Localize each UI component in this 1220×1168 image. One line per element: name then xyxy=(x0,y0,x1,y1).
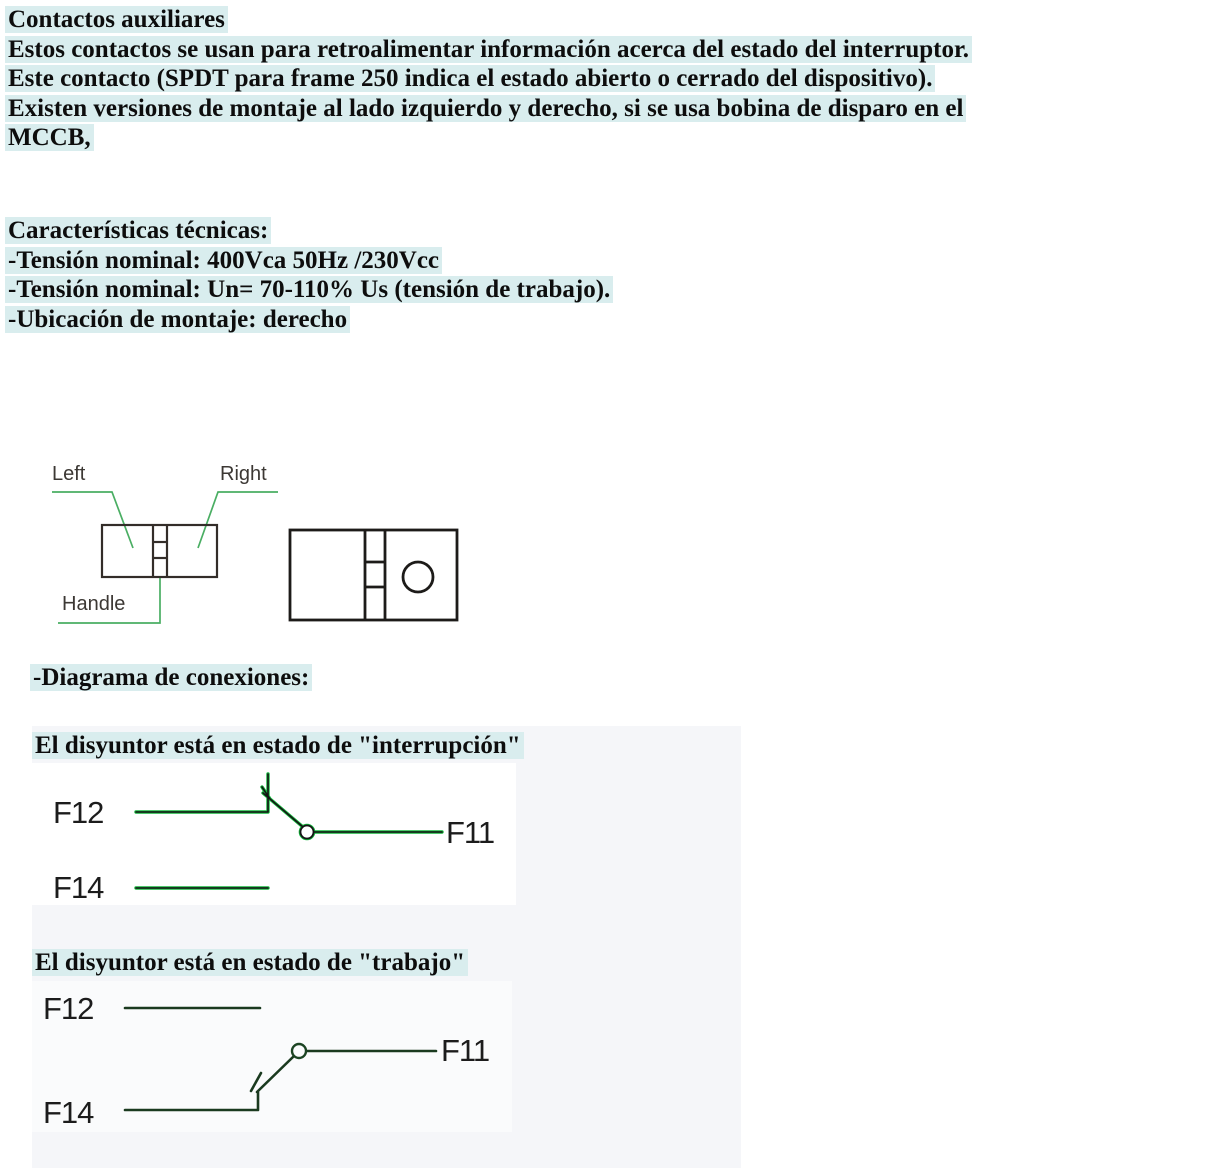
wires xyxy=(125,1008,436,1110)
intro-line-text: MCCB, xyxy=(5,124,94,151)
intro-line xyxy=(5,35,972,65)
tech-line xyxy=(5,216,613,246)
terminal-f14-label: F14 xyxy=(53,870,104,905)
breaker-front-view xyxy=(102,525,217,577)
tech-line xyxy=(5,246,613,276)
terminal-f12-label: F12 xyxy=(53,795,104,830)
handle-leader-line xyxy=(58,577,160,623)
state-open-title-text: El disyuntor está en estado de "interrupción" xyxy=(32,732,524,759)
terminal-f12-label: F12 xyxy=(43,991,94,1026)
intro-line-text: Estos contactos se usan para retroalimentar información acerca del estado del interruptor. xyxy=(5,36,972,63)
contact-circle-icon xyxy=(301,826,314,839)
wires-green-underlay xyxy=(136,774,442,888)
mount-handle-label: Handle xyxy=(62,593,126,615)
intro-paragraph xyxy=(5,5,972,153)
terminal-f11-label: F11 xyxy=(446,815,495,850)
tech-line xyxy=(5,275,613,305)
circuit-work-diagram xyxy=(32,981,512,1132)
intro-line-text: Contactos auxiliares xyxy=(5,6,228,33)
state-work-title xyxy=(32,947,468,979)
intro-line xyxy=(5,94,972,124)
state-work-title-text: El disyuntor está en estado de "trabajo" xyxy=(32,949,468,976)
terminal-f14-label: F14 xyxy=(43,1095,94,1130)
tech-line-text: -Tensión nominal: 400Vca 50Hz /230Vcc xyxy=(5,247,442,274)
tech-line-text: -Tensión nominal: Un= 70-110% Us (tensión de trabajo). xyxy=(5,276,613,303)
state-open-title xyxy=(32,730,524,762)
mount-left-label: Left xyxy=(52,463,86,485)
tech-line xyxy=(5,305,613,335)
contact-circle-icon xyxy=(292,1044,306,1058)
intro-line xyxy=(5,123,972,153)
right-leader-line xyxy=(198,492,278,548)
mount-right-label: Right xyxy=(220,463,267,485)
tech-line-text: -Ubicación de montaje: derecho xyxy=(5,306,350,333)
breaker-body xyxy=(102,525,217,577)
intro-line xyxy=(5,64,972,94)
connections-heading-text: -Diagrama de conexiones: xyxy=(30,664,312,691)
breaker-side-view xyxy=(290,530,457,620)
coil-circle-icon xyxy=(403,562,433,592)
breaker-mounting-diagram xyxy=(40,450,470,645)
circuit-open-diagram xyxy=(32,763,516,905)
circuit-open-card xyxy=(32,763,516,905)
terminal-f11-label: F11 xyxy=(441,1033,490,1068)
circuit-work-card xyxy=(32,981,512,1132)
connections-heading xyxy=(30,662,312,694)
tech-line-text: Características técnicas: xyxy=(5,217,271,244)
intro-line xyxy=(5,5,972,35)
intro-line-text: Este contacto (SPDT para frame 250 indica el estado abierto o cerrado del dispositivo). xyxy=(5,65,935,92)
intro-line-text: Existen versiones de montaje al lado izquierdo y derecho, si se usa bobina de disparo en el xyxy=(5,95,966,122)
left-leader-line xyxy=(52,492,133,548)
tech-characteristics xyxy=(5,216,613,334)
